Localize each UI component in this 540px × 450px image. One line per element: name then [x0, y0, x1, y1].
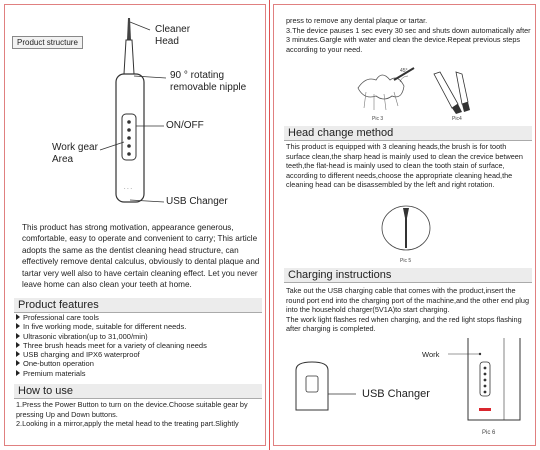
feature-item: Ultrasonic vibration(up to 31,000/min) [16, 332, 261, 341]
pic5-caption: Pic 5 [400, 258, 412, 264]
feature-item: USB charging and IPX6 waterproof [16, 350, 261, 359]
svg-text:· · ·: · · · [124, 186, 132, 192]
angle-label: 45° [400, 68, 408, 74]
product-structure-title: Product structure [12, 36, 83, 49]
pic3-caption: Pic 3 [372, 116, 384, 122]
usb-changer-label-right: USB Changer [362, 388, 430, 400]
pic3-illustration [352, 66, 422, 120]
head-change-heading: Head change method [284, 126, 532, 141]
usb-charger-illustration [290, 360, 360, 416]
usb-changer-label: USB Changer [166, 196, 228, 207]
feature-item: Premium materials [16, 369, 261, 378]
charging-port [306, 376, 318, 392]
triangle-bullet-icon [16, 342, 20, 348]
triangle-bullet-icon [16, 370, 20, 376]
continued-instructions: press to remove any dental plaque or tartar. 3.The device pauses 1 sec every 30 sec and shuts down automatically after 3 minutes.Gargle with water and clean the device.Repeat previous steps according to your need. [286, 16, 531, 54]
pic6-illustration [448, 338, 528, 428]
triangle-bullet-icon [16, 323, 20, 329]
work-label: Work [422, 350, 440, 359]
product-features-heading: Product features [14, 298, 262, 313]
pic6-caption: Pic 6 [482, 430, 496, 436]
feature-item: In five working mode, suitable for different needs. [16, 322, 261, 331]
cleaner-head-label: Cleaner Head [155, 24, 191, 47]
triangle-bullet-icon [16, 360, 20, 366]
work-gear-leader [0, 0, 270, 220]
feature-item: Three brush heads meet for a variety of cleaning needs [16, 341, 261, 350]
red-charging-light [479, 408, 491, 411]
feature-item: Professional care tools [16, 313, 261, 322]
charging-heading: Charging instructions [284, 268, 532, 283]
charging-text: Take out the USB charging cable that comes with the product,insert the round port end into the charging port of the machine,and the other end plug into the household charger(5V1A)to start charging. The work light flashes red when charging, and the red light stops flashing after charging is completed. [286, 286, 529, 334]
how-to-use-heading: How to use [14, 384, 262, 399]
feature-item: One-button operation [16, 359, 261, 368]
triangle-bullet-icon [16, 333, 20, 339]
on-off-label: ON/OFF [166, 120, 204, 131]
how-to-use-text: 1.Press the Power Button to turn on the device.Choose suitable gear by pressing Up and Down buttons. 2.Looking in a mirror,apply the metal head to the treating part.Slightly [16, 400, 248, 429]
features-list [16, 313, 261, 378]
head-change-text: This product is equipped with 3 cleaning heads,the brush is for tooth surface clean,the sharp head is mainly used to clean the crevice between teeth,the flat-head is mainly used to clean the tooth stain of surface, according to different needs,choose the appropriate cleaning head,the cleaning head can be disassembled by the left and right rotation. [286, 142, 523, 190]
pic4-caption: Pic4 [452, 116, 462, 122]
rotating-nipple-label: 90 ° rotating removable nipple [170, 70, 247, 93]
pic4-illustration [430, 68, 480, 114]
intro-paragraph: This product has strong motivation, appearance generous, comfortable, easy to operate and convenient to carry; This article adopts the same as the dentist cleaning head structure, can effectively remove dental calculus, obviously to dental plaque and tartar very well also to have certain cleaning effect. Let you never leave home can also clean your teeth at home. [22, 223, 260, 290]
device-outline [468, 338, 520, 420]
triangle-bullet-icon [16, 351, 20, 357]
pic5-illustration [376, 204, 436, 256]
triangle-bullet-icon [16, 314, 20, 320]
work-gear-area-label: Work gear Area [52, 142, 98, 165]
